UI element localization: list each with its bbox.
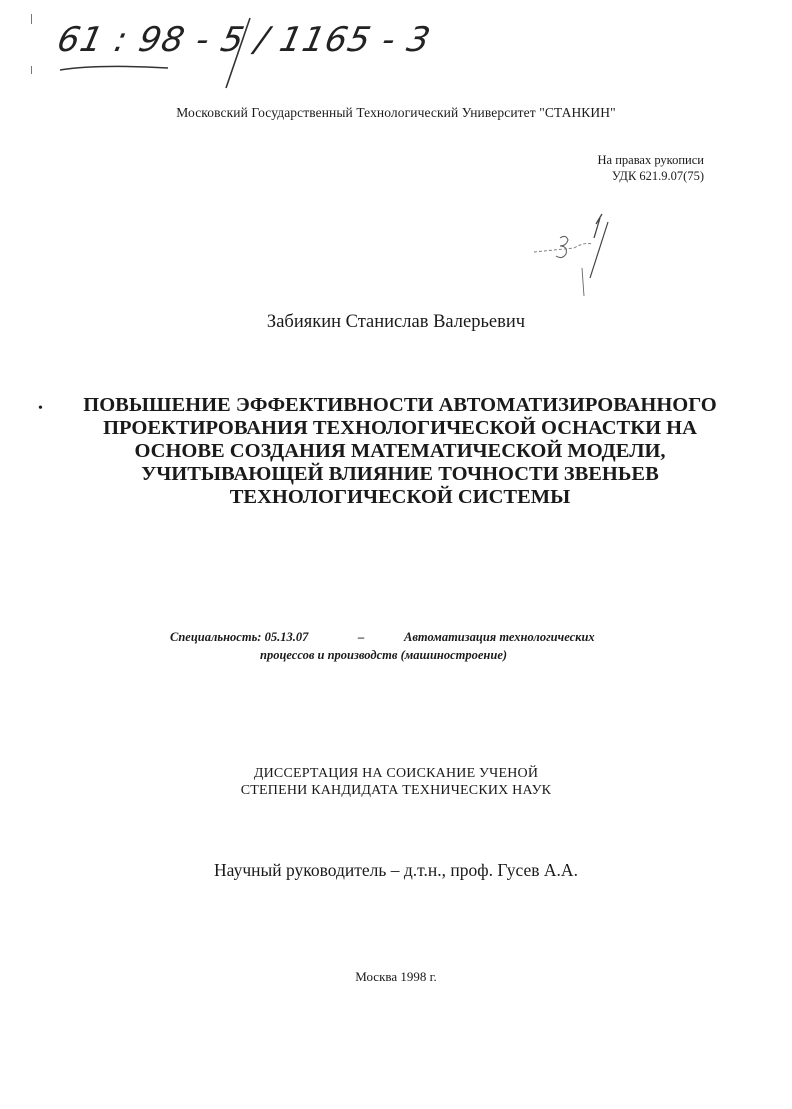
title-line: ОСНОВЕ СОЗДАНИЯ МАТЕМАТИЧЕСКОЙ МОДЕЛИ,	[134, 440, 666, 462]
degree-line: СТЕПЕНИ КАНДИДАТА ТЕХНИЧЕСКИХ НАУК	[240, 783, 552, 798]
handwritten-archive-code	[53, 14, 435, 84]
specialty-name: Автоматизация технологических	[404, 630, 595, 644]
title-line: УЧИТЫВАЮЩЕЙ ВЛИЯНИЕ ТОЧНОСТИ ЗВЕНЬЕВ	[141, 463, 659, 485]
city-year: Москва 1998 г.	[355, 969, 437, 984]
specialty-block	[170, 628, 650, 664]
specialty-dash: –	[358, 630, 365, 644]
scientific-supervisor: Научный руководитель – д.т.н., проф. Гусев А.А.	[214, 860, 578, 880]
underline-stroke	[58, 60, 178, 80]
title-line: ТЕХНОЛОГИЧЕСКОЙ СИСТЕМЫ	[229, 486, 571, 508]
title-line: ПОВЫШЕНИЕ ЭФФЕКТИВНОСТИ АВТОМАТИЗИРОВАННОГО	[83, 394, 717, 416]
handwritten-signature	[530, 208, 620, 303]
bullet-mark: •	[38, 401, 43, 416]
degree-statement	[0, 765, 792, 799]
manuscript-rights: На правах рукописи	[597, 153, 704, 167]
margin-mark	[31, 14, 32, 24]
dissertation-title	[70, 394, 730, 509]
margin-mark	[31, 66, 32, 74]
specialty-name-cont: процессов и производств (машиностроение)	[260, 648, 508, 662]
udc-code: УДК 621.9.07(75)	[611, 169, 704, 183]
author-name: Забиякин Станислав Валерьевич	[266, 312, 526, 332]
specialty-code: Специальность: 05.13.07	[170, 630, 309, 644]
title-line: ПРОЕКТИРОВАНИЯ ТЕХНОЛОГИЧЕСКОЙ ОСНАСТКИ НА	[103, 417, 697, 439]
university-name: Московский Государственный Технологический Университет "СТАНКИН"	[176, 105, 616, 120]
degree-line: ДИССЕРТАЦИЯ НА СОИСКАНИЕ УЧЕНОЙ	[253, 766, 539, 781]
handwritten-code-text: 61 : 98 - 5 / 1165 - 3	[53, 20, 435, 60]
slash-stroke	[218, 14, 258, 94]
manuscript-rights-block	[598, 152, 705, 184]
